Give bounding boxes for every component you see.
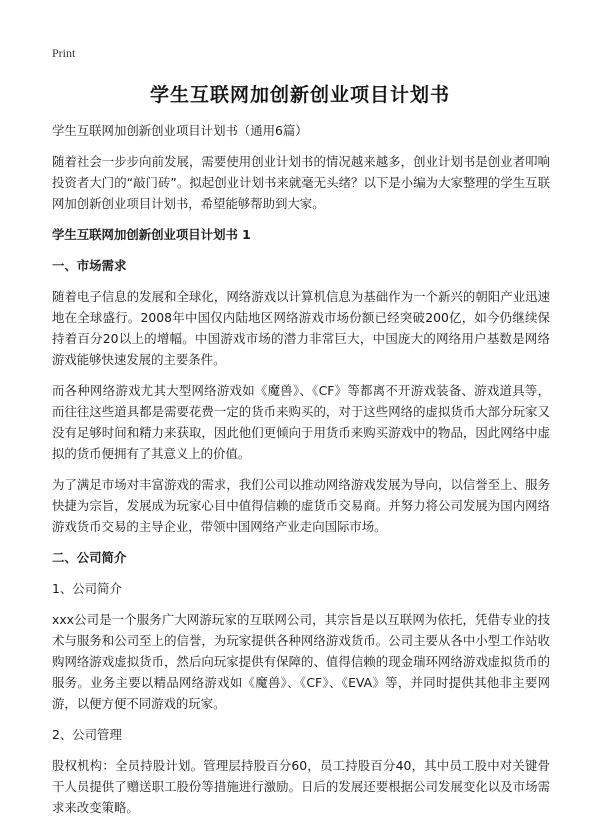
print-label[interactable]: Print (52, 46, 76, 60)
subheading-company-intro: 1、公司简介 (52, 581, 122, 596)
market-paragraph-2: 而各种网络游戏尤其大型网络游戏如《魔兽》、《CF》等都离不开游戏装备、游戏道具等，而往往这些道具都是需要花费一定的货币来购买的，对于这些网络的虚拟货币大部分玩家又没有足够时间和精力来获取，因此他们更倾向于用货币来购买游戏中的物品，因此网络中虚拟的货币便拥有了其意义上的价值。 (52, 383, 550, 461)
section-heading-company: 二、公司简介 (52, 550, 127, 565)
page-title: 学生互联网加创新创业项目计划书 (149, 84, 450, 106)
section-heading-market: 一、市场需求 (52, 258, 127, 273)
market-paragraph-3: 为了满足市场对丰富游戏的需求，我们公司以推动网络游戏发展为导向，以信誉至上、服务快捷为宗旨，发展成为玩家心目中值得信赖的虚货币交易商。并努力将公司发展为国内网络游戏货币交易的主导企业，带领中国网络产业走向国际市场。 (52, 477, 550, 534)
company-intro-paragraph: xxx公司是一个服务广大网游玩家的互联网公司，其宗旨是以互联网为依托，凭借专业的技术与服务和公司至上的信誉，为玩家提供各种网络游戏货币。公司主要从各中小型工作站收购网络游戏虚拟货币，然后向玩家提供有保障的、值得信赖的现金瑞环网络游戏虚拟货币的服务。业务主要以精品网络游戏如《魔兽》、《CF》、《EVA》等，并同时提供其他非主要网游，以便方便不同游戏的玩家。 (52, 612, 550, 711)
intro-paragraph: 随着社会一步步向前发展，需要使用创业计划书的情况越来越多，创业计划书是创业者叩响投资者大门的“敲门砖”。拟起创业计划书来就毫无头绪？以下是小编为大家整理的学生互联网加创新创业项目计划书，希望能够帮助到大家。 (52, 154, 550, 211)
plan-heading: 学生互联网加创新创业项目计划书 1 (52, 227, 251, 242)
document-body (52, 120, 550, 828)
market-paragraph-1: 随着电子信息的发展和全球化，网络游戏以计算机信息为基础作为一个新兴的朝阳产业迅速地在全球盛行。2008年中国仅内陆地区网络游戏市场份额已经突破200亿，如今仍继续保持着百分20以上的增幅。中国游戏市场的潜力非常巨大，中国庞大的网络用户基数是网络游戏能够快速发展的主要条件。 (52, 289, 550, 367)
document-subtitle: 学生互联网加创新创业项目计划书（通用6篇） (52, 123, 308, 138)
subheading-company-management: 2、公司管理 (52, 727, 122, 742)
company-management-paragraph: 股权机构：全员持股计划。管理层持股百分60，员工持股百分40，其中员工股中对关键骨干人员提供了赠送职工股份等措施进行激励。日后的发展还要根据公司发展变化以及市场需求来改变策略。 (52, 758, 550, 815)
